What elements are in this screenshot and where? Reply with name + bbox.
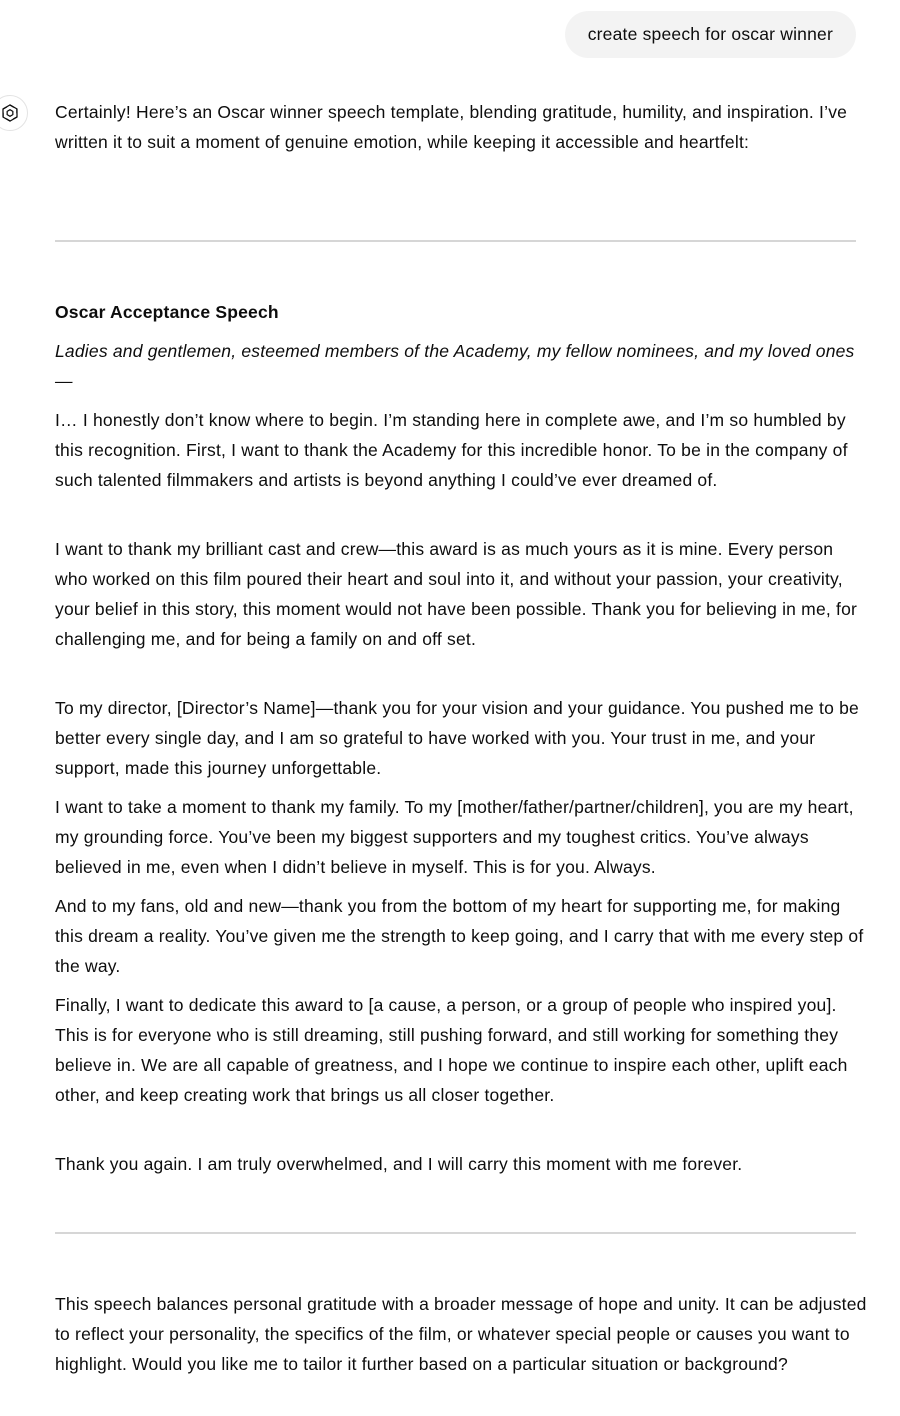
assistant-closing-text: This speech balances personal gratitude with a broader message of hope and unity. It can be adjusted to reflect your personality, the specifics of the film, or whatever special people or causes you want to highlight. Would you like me to tailor it further based on a particular situation or background?: [55, 1294, 867, 1374]
assistant-avatar: [0, 95, 28, 131]
user-message-bubble: create speech for oscar winner: [565, 11, 856, 58]
speech-paragraph: To my director, [Director’s Name]—thank you for your vision and your guidance. You pushed me to be better every single day, and I am so grateful to have worked with you. Your trust in me, and your support, made this journey unforgettable.: [55, 698, 859, 778]
speech-paragraph: Thank you again. I am truly overwhelmed, and I will carry this moment with me forever.: [55, 1154, 743, 1174]
speech-opening-line: Ladies and gentlemen, esteemed members of the Academy, my fellow nominees, and my loved ones—: [55, 341, 855, 391]
speech-paragraph: And to my fans, old and new—thank you from the bottom of my heart for supporting me, for making this dream a reality. You’ve given me the strength to keep going, and I carry that with me every step of the way.: [55, 896, 864, 976]
speech-title: Oscar Acceptance Speech: [55, 302, 279, 322]
divider-bottom: [55, 1232, 856, 1234]
speech-paragraph: Finally, I want to dedicate this award to [a cause, a person, or a group of people who inspired you]. This is for everyone who is still dreaming, still pushing forward, and still working for something they believe in. We are all capable of greatness, and I hope we continue to inspire each other, uplift each other, and keep creating work that brings us all closer together.: [55, 995, 848, 1105]
openai-logo-icon: [0, 102, 21, 124]
speech-paragraph: I… I honestly don’t know where to begin. I’m standing here in complete awe, and I’m so humbled by this recognition. First, I want to thank the Academy for this incredible honor. To be in the company of such talented filmmakers and artists is beyond anything I could’ve ever dreamed of.: [55, 410, 848, 490]
divider-top: [55, 240, 856, 242]
assistant-intro-text: Certainly! Here’s an Oscar winner speech template, blending gratitude, humility, and inspiration. I’ve written it to suit a moment of genuine emotion, while keeping it accessible and heartfelt:: [55, 102, 848, 152]
speech-paragraph: I want to take a moment to thank my family. To my [mother/father/partner/children], you are my heart, my grounding force. You’ve been my biggest supporters and my toughest critics. You’ve always believed in me, even when I didn’t believe in myself. This is for you. Always.: [55, 797, 854, 877]
speech-paragraph: I want to thank my brilliant cast and crew—this award is as much yours as it is mine. Every person who worked on this film poured their heart and soul into it, and without your passion, your creativity, your belief in this story, this moment would not have been possible. Thank you for believing in me, for challenging me, and for being a family on and off set.: [55, 539, 858, 649]
